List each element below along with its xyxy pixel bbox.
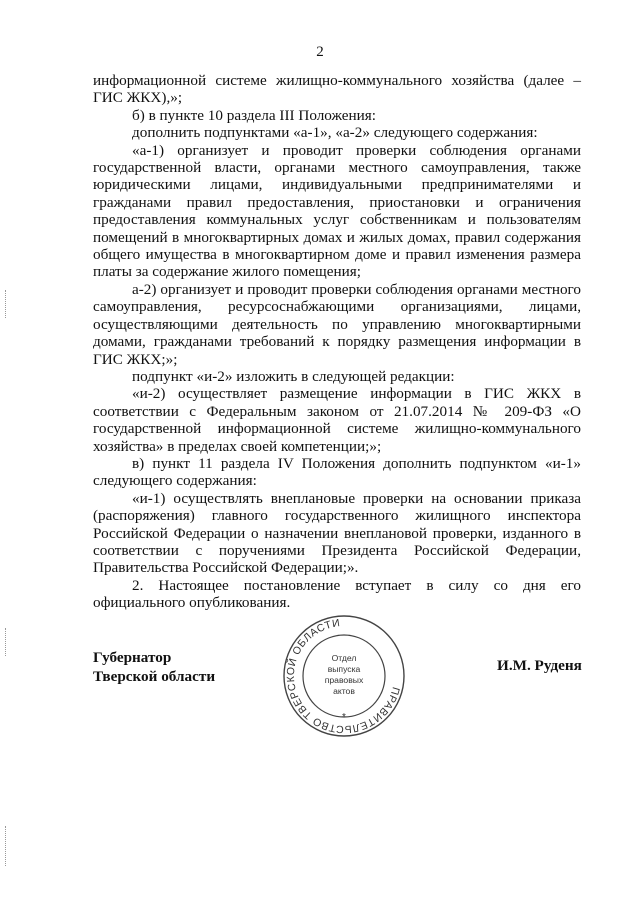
stamp-center-line: правовых <box>324 675 364 685</box>
stamp-center-line: выпуска <box>327 664 361 674</box>
paragraph: подпункт «и-2» изложить в следующей редакции: <box>132 367 455 385</box>
stamp-ring-text-path: ПРАВИТЕЛЬСТВО ТВЕРСКОЙ ОБЛАСТИ <box>284 617 402 736</box>
paragraph: в) пункт 11 раздела IV Положения дополнить подпунктом «и-1» следующего содержания: <box>93 454 581 490</box>
stamp-center-line: актов <box>333 686 355 696</box>
document-body <box>93 72 581 612</box>
signatory-name: И.М. Руденя <box>497 657 582 674</box>
stamp-star: * <box>342 712 346 723</box>
margin-mark <box>5 290 6 318</box>
margin-mark <box>5 826 6 866</box>
paragraph: информационной системе жилищно-коммунального хозяйства (далее – ГИС ЖКХ),»; <box>93 72 581 107</box>
page-number: 2 <box>316 44 324 60</box>
paragraph: б) в пункте 10 раздела III Положения: <box>132 106 377 124</box>
margin-mark <box>5 628 6 656</box>
paragraph: «а-1) организует и проводит проверки соблюдения органами государственной власти, органами местного самоуправления, также юридическими лицами, индивидуальными предпринимателями и гражданами правил предоставления, приостановки и ограничения предоставления коммунальных услуг собственникам и пользователям помещений в многоквартирных домах и жилых домах, правил содержания общего имущества в многоквартирном доме и правил изменения размера платы за содержание жилого помещения; <box>93 141 581 281</box>
signature-position-line1: Губернатор <box>93 649 172 666</box>
official-seal-stamp <box>281 613 407 739</box>
paragraph: а-2) организует и проводит проверки соблюдения органами местного самоуправления, ресурсоснабжающими организациями, лицами, осуществляющими деятельность по управлению многоквартирными домами, гражданами требований к порядку размещения информации в ГИС ЖКХ;»; <box>93 280 581 368</box>
paragraph: «и-2) осуществляет размещение информации в ГИС ЖКХ в соответствии с Федеральным законом от 21.07.2014 № 209-ФЗ «О государственной информационной системе жилищно-коммунального хозяйства» в пределах своей компетенции;»; <box>93 385 581 455</box>
paragraph: дополнить подпунктами «а-1», «а-2» следующего содержания: <box>132 124 538 142</box>
signature-position <box>93 648 215 686</box>
stamp-center-line: Отдел <box>331 653 357 663</box>
paragraph: «и-1) осуществлять внеплановые проверки на основании приказа (распоряжения) главного государственного жилищного инспектора Российской Федерации о назначении внеплановой проверки, изданного в соответствии с поручениями Президента Российской Федерации, Правительства Российской Федерации;». <box>93 489 581 577</box>
paragraph: 2. Настоящее постановление вступает в силу со дня его официального опубликования. <box>93 576 581 612</box>
signature-position-line2: Тверской области <box>93 668 216 685</box>
